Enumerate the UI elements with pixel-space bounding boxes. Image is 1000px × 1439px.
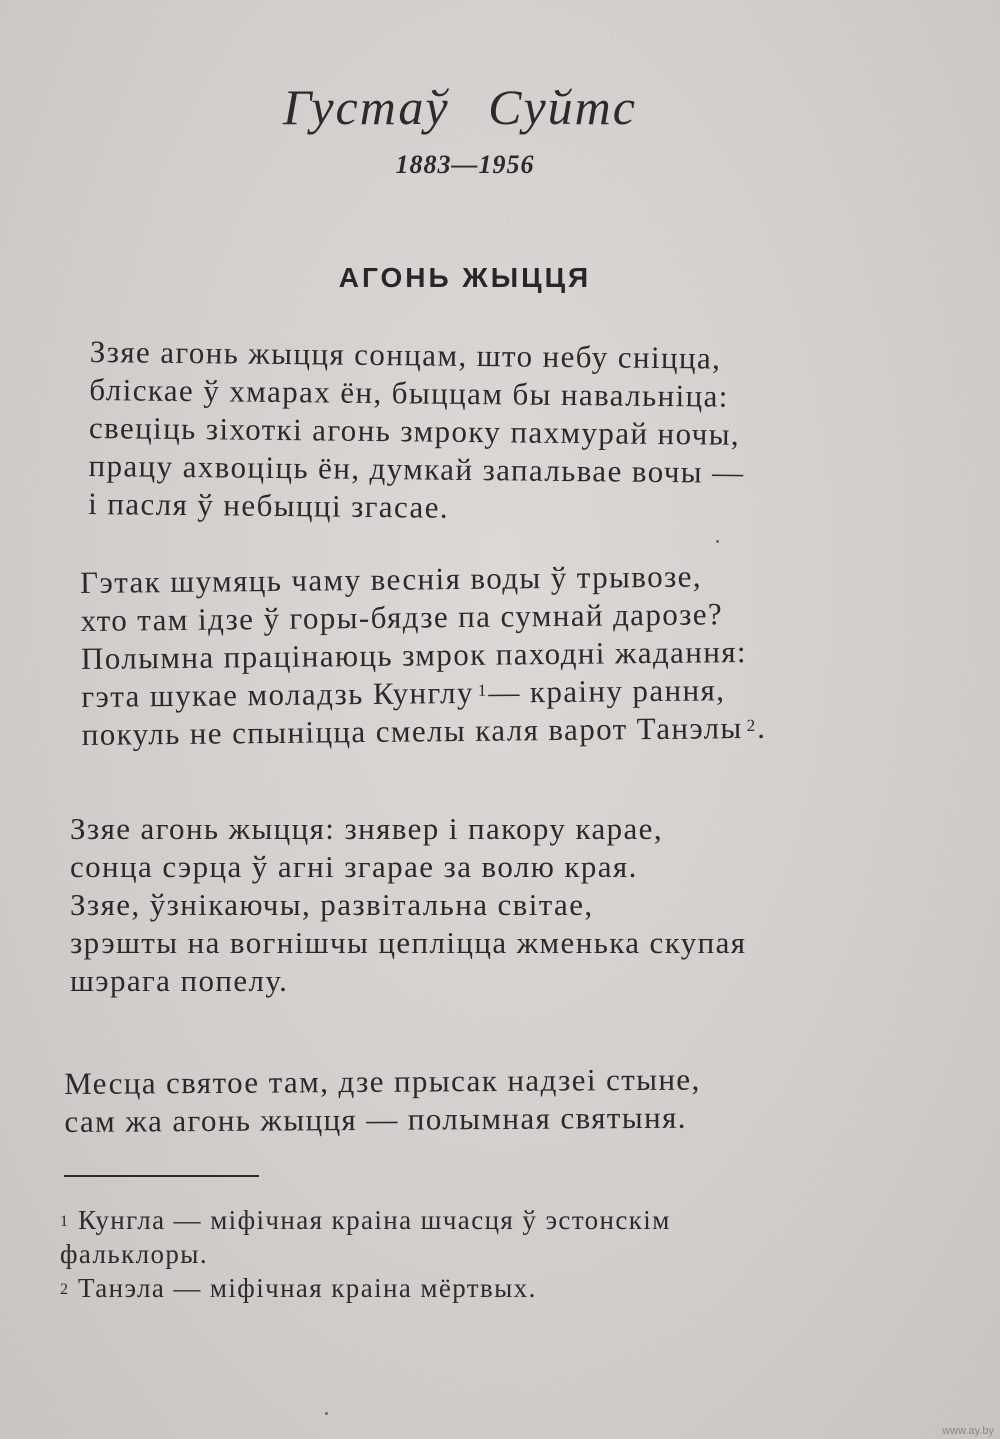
paper-speck bbox=[325, 1412, 328, 1415]
stanza-4 bbox=[64, 1061, 701, 1141]
poem-line: шэрага попелу. bbox=[70, 963, 289, 998]
footnote-2 bbox=[60, 1271, 671, 1305]
footnote-mark-2: 2 bbox=[60, 1281, 68, 1298]
footnote-ref-1: 1 bbox=[477, 680, 487, 700]
author-years: 1883—1956 bbox=[395, 150, 535, 179]
poem-line: сонца сэрца ў агні згарае за волю края. bbox=[70, 849, 638, 884]
poem-line: і пасля ў небыцці згасае. bbox=[88, 485, 450, 525]
poem-line: хто там ідзе ў горы-бядзе па сумнай дарозе? bbox=[80, 596, 724, 638]
poem-line: Полымна працінаюць змрок паходні жадання: bbox=[80, 634, 748, 676]
author-name: Густаў Суйтс bbox=[283, 79, 637, 135]
poem-line-text: гэта шукае моладзь Кунглу bbox=[81, 674, 475, 714]
footnote-text: Кунгла — міфічная краіна шчасця ў эстонскім bbox=[78, 1205, 671, 1235]
footnote-1 bbox=[60, 1203, 671, 1237]
poem-line-text: — краіну рання, bbox=[488, 672, 726, 710]
poem-line: Ззяе агонь жыцця: знявер і пакору карае, bbox=[70, 811, 663, 846]
stanza-1 bbox=[88, 333, 746, 530]
footnotes bbox=[60, 1203, 671, 1305]
footnote-ref-2: 2 bbox=[746, 715, 756, 736]
footnote-mark-1: 1 bbox=[60, 1213, 68, 1230]
poem-line-text: . bbox=[756, 709, 767, 745]
poem-line: бліскае ў хмарах ён, быццам бы навальніца: bbox=[89, 371, 729, 414]
poem-line: Ззяе, ўзнікаючы, развітальна світае, bbox=[70, 887, 594, 922]
stanza-2 bbox=[80, 557, 767, 754]
poem-line-text: покуль не спыніцца смелы каля варот Танэлы bbox=[81, 710, 743, 752]
footnote-1-continuation: фальклоры. bbox=[60, 1239, 208, 1269]
poem-line: сам жа агонь жыцця — полымная святыня. bbox=[64, 1099, 687, 1139]
poem-line: свеціць зіхоткі агонь змроку пахмурай ночы, bbox=[88, 409, 741, 452]
poem-line: Месца святое там, дзе прысак надзеі стыне, bbox=[64, 1061, 701, 1101]
paper-speck bbox=[716, 540, 719, 543]
watermark: www.ay.by bbox=[942, 1425, 994, 1437]
footnote-text: Танэла — міфічная краіна мёртвых. bbox=[78, 1273, 537, 1303]
poem-line: Гэтак шумяць чаму веснія воды ў трывозе, bbox=[80, 558, 703, 600]
stanza-3 bbox=[70, 810, 746, 1000]
poem-line: зрэшты на вогнішчы цепліцца жменька скупая bbox=[70, 925, 747, 960]
poem-line: Ззяе агонь жыцця сонцам, што небу сніцца, bbox=[89, 333, 722, 376]
poem-line-with-footnote bbox=[82, 709, 767, 754]
poem-line: працу ахвоціць ён, думкай запальвае вочы — bbox=[88, 447, 745, 490]
footnote-divider bbox=[64, 1175, 259, 1177]
poem-title: АГОНЬ ЖЫЦЦЯ bbox=[338, 262, 592, 293]
